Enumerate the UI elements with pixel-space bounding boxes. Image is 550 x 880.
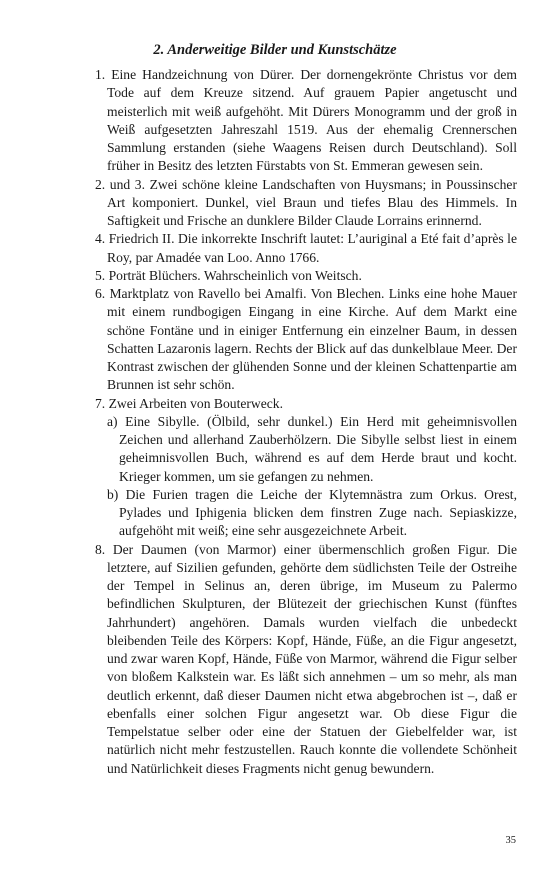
list-item-2-3: 2. und 3. Zwei schöne kleine Landschaften von Huysmans; in Poussinscher Art komponiert. Dunkel, viel Braun und tiefes Blau des Himmels. In Saftigkeit und Frische an dunklere Bilder Claude Lorrains erinnernd. bbox=[95, 176, 517, 228]
list-subitem-7a: a) Eine Sibylle. (Ölbild, sehr dunkel.) Ein Herd mit geheimnisvollen Zeichen und allerhand Zauberhölzern. Die Sibylle selbst liest in einem geheimnisvollen Buch, während es auf dem Herde braut und kocht. Krieger kommen, um sie gefangen zu nehmen. bbox=[107, 413, 517, 484]
page-number: 35 bbox=[505, 835, 516, 846]
list-item-7: 7. Zwei Arbeiten von Bouterweck. bbox=[95, 395, 283, 411]
list-subitem-7b: b) Die Furien tragen die Leiche der Klytemnästra zum Orkus. Orest, Pylades und Iphigenia blicken dem finstren Zuge nach. Sepiaskizze, aufgehöht mit weiß; eine sehr ausgezeichnete Arbeit. bbox=[107, 486, 517, 539]
list-item-4: 4. Friedrich II. Die inkorrekte Inschrift lautet: L’auriginal a Eté fait d’après le Roy, par Amadée van Loo. Anno 1766. bbox=[95, 231, 517, 265]
list-item-8: 8. Der Daumen (von Marmor) einer übermenschlich großen Figur. Die letztere, auf Sizilien gefunden, gehörte dem südlichsten Teile der Ostreihe der Tempel in Selinus an, deren übrige, im Museum zu Palermo befindlichen Skulpturen, der Blütezeit der griechischen Kunst (fünftes Jahrhundert) angehören. Damals wurden vielfach die unbedeckt bleibenden Teile des Körpers: Kopf, Hände, Füße, an die Figur angesetzt, und zwar waren Kopf, Hände, Füße von Marmor, während die Figur selber von bloßem Kalkstein war. Es läßt sich annehmen – um so mehr, als man deutlich erkennt, daß dieser Daumen nicht etwa abgebrochen ist –, daß er ebenfalls einer solchen Figur angesetzt war. Ob diese Figur die Tempelstatue selber oder eine der Statuen der Giebelfelder war, ist natürlich nicht mehr festzustellen. Rauch konnte die vollendete Schönheit und Natürlichkeit dieses Fragments nicht genug bewundern. bbox=[95, 541, 517, 776]
list-item-6: 6. Marktplatz von Ravello bei Amalfi. Von Blechen. Links eine hohe Mauer mit einem rundbogigen Eingang in eine Kirche. Auf dem Markt eine schöne Fontäne und in einiger Entfernung ein einzelner Baum, in dessen Schatten Lazaronis lagern. Rechts der Blick auf das dunkelblaue Meer. Der Kontrast zwischen der glühenden Sonne und der kleinen Schattenpartie am Brunnen ist sehr schön. bbox=[95, 286, 517, 393]
list-item-1: 1. Eine Handzeichnung von Dürer. Der dornengekrönte Christus vor dem Tode auf dem Kreuze sitzend. Auf grauem Papier angetuscht und meisterlich mit weiß aufgehöht. Mit Dürers Monogramm und der groß in Weiß aufgesetzten Jahreszahl 1519. Aus der ehemalig Crennerschen Sammlung erstanden (siehe Waagens Reisen durch Deutschland). Soll früher in Besitz des letzten Fürstabts von St. Emmeran gewesen sein. bbox=[95, 67, 517, 174]
list-item-5: 5. Porträt Blüchers. Wahrscheinlich von Weitsch. bbox=[95, 267, 362, 283]
section-heading: 2. Anderweitige Bilder und Kunstschätze bbox=[153, 42, 397, 58]
item-list bbox=[95, 66, 517, 778]
